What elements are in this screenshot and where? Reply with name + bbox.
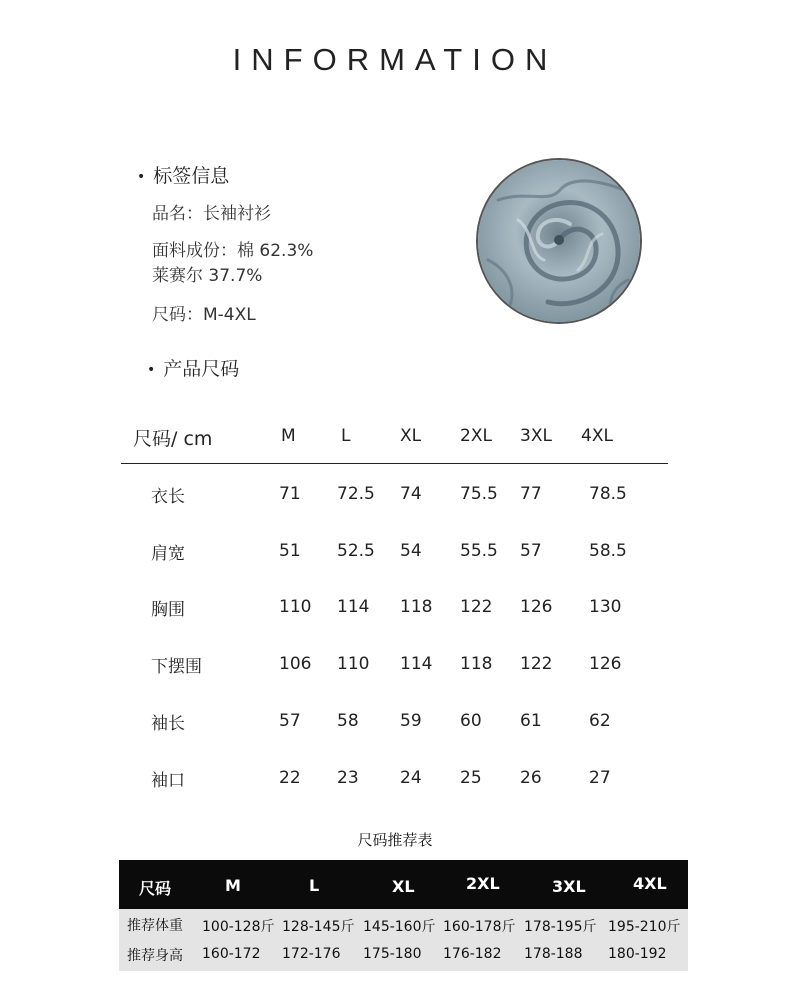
recommend-cell: 180-192 [608, 946, 667, 962]
size-cell: 58 [337, 711, 359, 731]
size-cell: 74 [400, 484, 422, 504]
recommend-cell: 176-182 [443, 946, 502, 962]
recommend-size-col: 3XL [552, 877, 586, 896]
size-cell: 122 [460, 597, 493, 617]
size-cell: 118 [400, 597, 433, 617]
recommend-table-title: 尺码推荐表 [357, 831, 433, 849]
size-cell: 110 [337, 654, 370, 674]
recommend-row-label: 推荐体重 [127, 918, 183, 934]
recommend-cell: 175-180 [363, 946, 422, 962]
size-cell: 57 [279, 711, 301, 731]
product-size-heading [147, 354, 239, 381]
size-cell: 54 [400, 541, 422, 561]
size-row-label: 肩宽 [151, 544, 185, 564]
size-cell: 77 [520, 484, 542, 504]
recommend-cell: 195-210斤 [608, 919, 681, 935]
size-cell: 126 [520, 597, 553, 617]
product-name: 品名：长袖衬衫 [152, 204, 271, 224]
size-cell: 126 [589, 654, 622, 674]
size-col-header: L [341, 426, 351, 446]
size-cell: 62 [589, 711, 611, 731]
size-range: 尺码：M-4XL [152, 305, 256, 325]
size-row-label: 衣长 [151, 487, 185, 507]
size-col-header: XL [400, 426, 422, 446]
product-size-heading-text: 产品尺码 [163, 358, 240, 380]
size-cell: 27 [589, 768, 611, 788]
size-col-header: 3XL [520, 426, 552, 446]
size-cell: 72.5 [337, 484, 375, 504]
size-cell: 58.5 [589, 541, 627, 561]
tag-info-heading [137, 161, 229, 188]
size-cell: 106 [279, 654, 312, 674]
size-cell: 114 [337, 597, 370, 617]
fabric-swatch-image [476, 158, 642, 324]
size-cell: 75.5 [460, 484, 498, 504]
size-cell: 25 [460, 768, 482, 788]
size-cell: 61 [520, 711, 542, 731]
fabric-composition-line2: 莱赛尔 37.7% [152, 266, 263, 286]
size-row-label: 袖口 [151, 771, 185, 791]
size-col-header: 4XL [581, 426, 613, 446]
bullet-icon: • [137, 168, 146, 185]
recommend-cell: 178-195斤 [524, 919, 597, 935]
size-cell: 23 [337, 768, 359, 788]
size-cell: 122 [520, 654, 553, 674]
recommend-size-col: 2XL [466, 874, 500, 893]
size-cell: 26 [520, 768, 542, 788]
recommend-cell: 178-188 [524, 946, 583, 962]
size-row-label: 下摆围 [151, 657, 202, 677]
size-row-label: 袖长 [151, 714, 185, 734]
size-cell: 114 [400, 654, 433, 674]
recommend-cell: 172-176 [282, 946, 341, 962]
size-cell: 52.5 [337, 541, 375, 561]
size-cell: 60 [460, 711, 482, 731]
recommend-size-col: 4XL [633, 874, 667, 893]
size-cell: 130 [589, 597, 622, 617]
recommend-size-col: L [309, 876, 320, 895]
size-cell: 118 [460, 654, 493, 674]
size-cell: 55.5 [460, 541, 498, 561]
size-col-header: M [281, 426, 296, 446]
recommend-row-label: 推荐身高 [127, 948, 183, 964]
recommend-cell: 160-172 [202, 946, 261, 962]
recommend-cell: 128-145斤 [282, 919, 355, 935]
table-divider [121, 463, 668, 464]
size-col-header: 2XL [460, 426, 492, 446]
size-cell: 57 [520, 541, 542, 561]
size-cell: 22 [279, 768, 301, 788]
size-cell: 110 [279, 597, 312, 617]
recommend-cell: 145-160斤 [363, 919, 436, 935]
size-cell: 59 [400, 711, 422, 731]
recommend-header-label: 尺码 [139, 879, 172, 898]
fabric-composition-line1: 面料成份：棉 62.3% [152, 241, 314, 261]
size-cell: 78.5 [589, 484, 627, 504]
recommend-cell: 100-128斤 [202, 919, 275, 935]
size-cell: 24 [400, 768, 422, 788]
page-title: INFORMATION [232, 42, 558, 77]
bullet-icon: • [147, 361, 156, 378]
size-cell: 71 [279, 484, 301, 504]
recommend-size-col: M [225, 876, 241, 895]
recommend-size-col: XL [392, 877, 415, 896]
tag-info-heading-text: 标签信息 [153, 165, 230, 187]
size-row-label: 胸围 [151, 600, 185, 620]
size-cell: 51 [279, 541, 301, 561]
size-table-header-label: 尺码/ cm [133, 428, 213, 450]
recommend-cell: 160-178斤 [443, 919, 516, 935]
